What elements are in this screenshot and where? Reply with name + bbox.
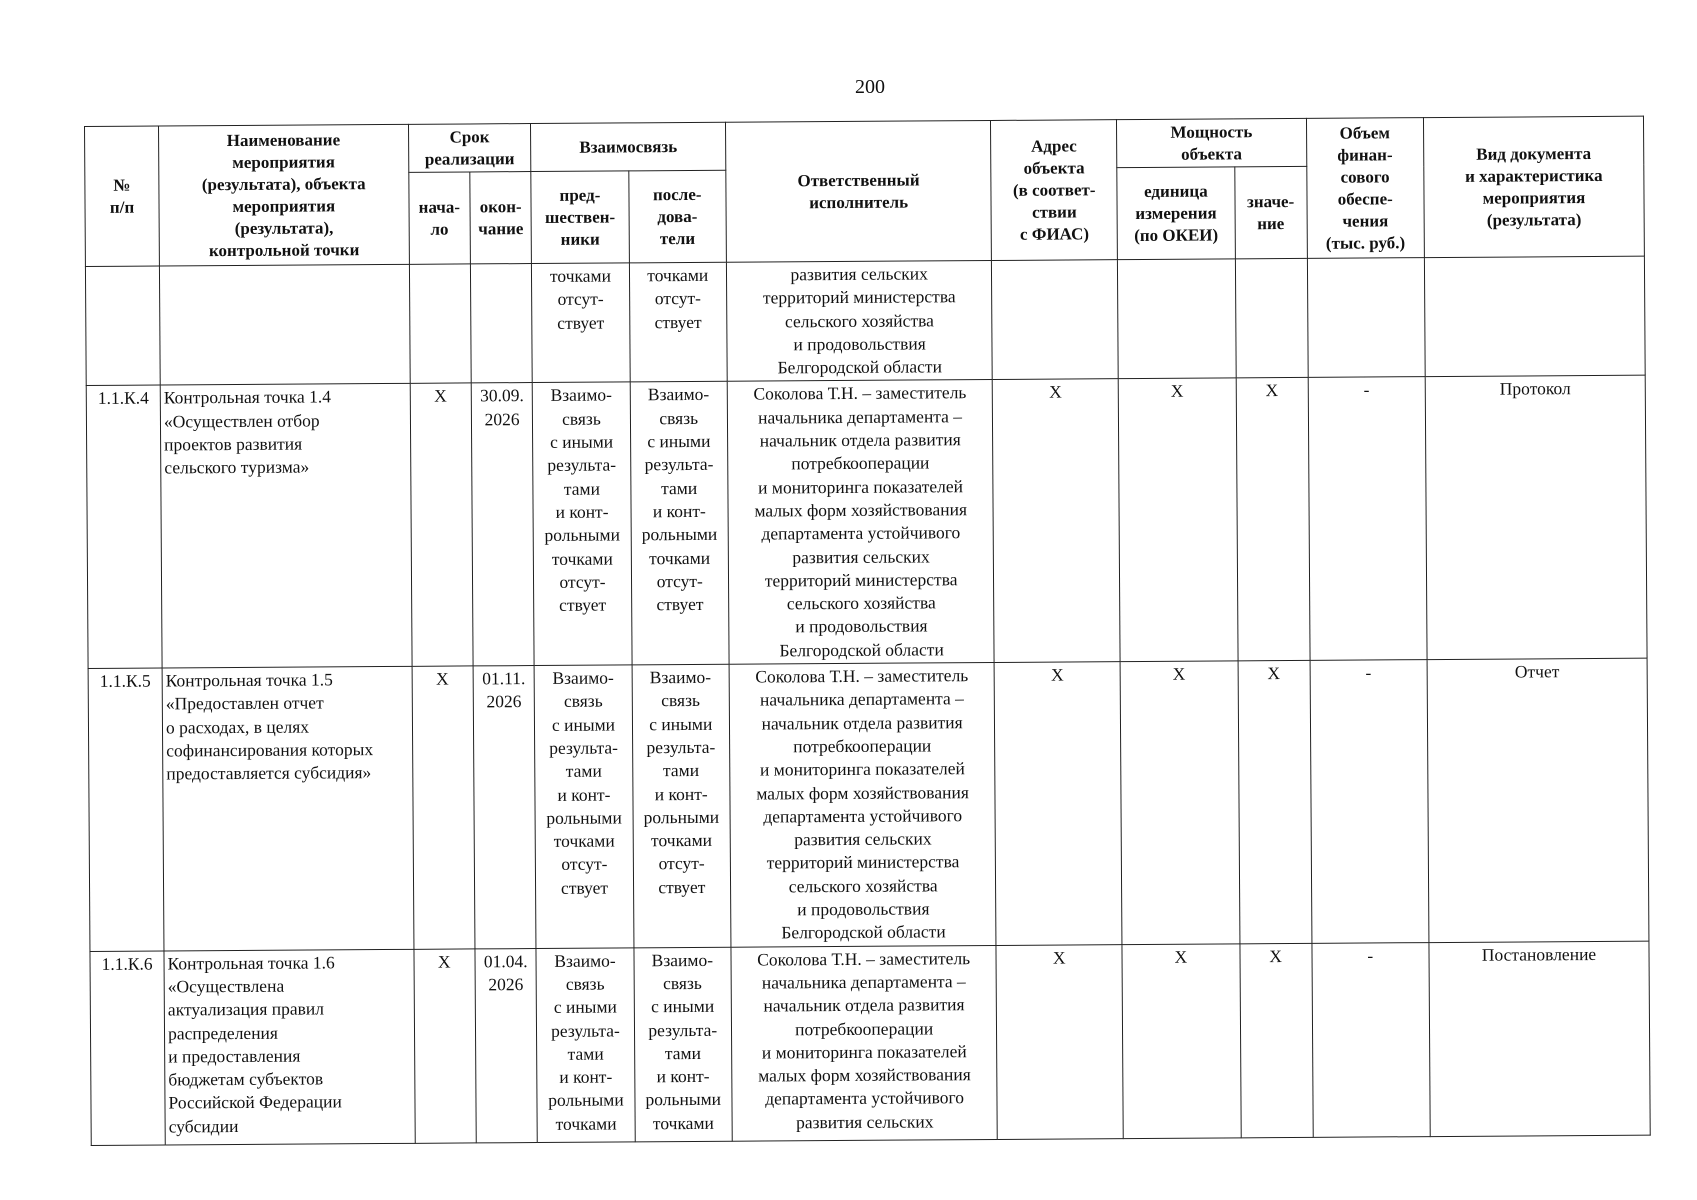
row-start [409, 264, 471, 384]
row-doc-type: Постановление [1429, 941, 1650, 1136]
header-responsible: Ответственный исполнитель [725, 120, 991, 262]
header-relation: Взаимосвязь [531, 122, 726, 171]
row-successors: Взаимо- связь с иными результа- тами и конт- рольными точками отсут- ствует [632, 664, 731, 947]
row-funding: - [1308, 377, 1427, 660]
row-unit [1118, 259, 1236, 379]
header-term: Срок реализации [408, 124, 531, 173]
row-successors: Взаимо- связь с иными результа- тами и конт- рольными точками [634, 947, 733, 1142]
row-address: X [994, 662, 1122, 945]
row-num: 1.1.К.5 [88, 668, 164, 951]
row-responsible: Соколова Т.Н. – заместитель начальника департамента – начальник отдела развития потребкооперации и мониторинга показателей малых форм хозяйствования департамента устойчивого развития сельских территорий министерства сельского хозяйства и продовольствия Белгородской области [729, 663, 996, 947]
row-end [470, 264, 532, 384]
header-unit: единица измерения (по ОКЕИ) [1117, 167, 1235, 260]
header-capacity: Мощность объекта [1117, 118, 1307, 167]
header-address: Адрес объекта (в соответ- ствии с ФИАС) [991, 120, 1118, 261]
row-start: X [412, 666, 475, 949]
row-predecessors: Взаимо- связь с иными результа- тами и конт- рольными точками отсут- ствует [533, 382, 632, 665]
row-predecessors: Взаимо- связь с иными результа- тами и конт- рольными точками [536, 947, 635, 1142]
row-value [1235, 258, 1308, 378]
header-value: значе- ние [1234, 166, 1307, 258]
row-num [85, 266, 160, 386]
row-name: Контрольная точка 1.4 «Осуществлен отбор проектов развития сельского туризма» [160, 384, 411, 668]
table-row [88, 658, 1649, 951]
row-name: Контрольная точка 1.6 «Осуществлена актуализация правил распределения и предоставления бюджетам субъектов Российской Федерации субсидии [164, 949, 415, 1145]
header-term-end: окон- чание [470, 172, 532, 264]
row-end: 01.04. 2026 [475, 948, 538, 1142]
row-num: 1.1.К.4 [86, 385, 162, 668]
row-unit: X [1118, 378, 1237, 661]
row-start: X [410, 383, 473, 666]
row-successors: точками отсут- ствует [629, 262, 727, 382]
header-name: Наименование мероприятия (результата), объекта мероприятия (результата), контрольной точки [159, 124, 410, 266]
header-doc-type: Вид документа и характеристика мероприятия (результата) [1423, 116, 1644, 257]
row-end: 01.11. 2026 [473, 666, 536, 949]
row-funding [1307, 258, 1425, 378]
row-responsible: Соколова Т.Н. – заместитель начальника департамента – начальник отдела развития потребкооперации и мониторинга показателей малых форм хозяйствования департамента устойчивого развития сельских [731, 945, 998, 1141]
row-doc-type: Отчет [1427, 658, 1649, 942]
row-start: X [414, 949, 477, 1143]
row-funding: - [1311, 942, 1430, 1137]
measures-table [84, 116, 1651, 1146]
header-funding: Объем финан- сового обеспе- чения (тыс. руб.) [1306, 118, 1424, 259]
table-row [86, 376, 1647, 669]
header-term-start: нача- ло [408, 172, 470, 264]
header-successors: после- дова- тели [628, 170, 726, 263]
row-num: 1.1.К.6 [90, 951, 165, 1145]
row-end: 30.09. 2026 [471, 383, 534, 666]
row-unit: X [1122, 943, 1241, 1138]
table-row [90, 941, 1650, 1145]
row-predecessors: Взаимо- связь с иными результа- тами и конт- рольными точками отсут- ствует [534, 665, 633, 948]
row-address: X [993, 379, 1121, 662]
row-value: X [1236, 378, 1310, 661]
row-predecessors: точками отсут- ствует [532, 263, 630, 383]
row-responsible: развития сельских территорий министерства сельского хозяйства и продовольствия Белгородской области [726, 260, 992, 381]
header-predecessors: пред- шествен- ники [531, 171, 629, 264]
page-number: 200 [855, 76, 885, 98]
row-name [159, 264, 409, 385]
row-successors: Взаимо- связь с иными результа- тами и конт- рольными точками отсут- ствует [630, 382, 729, 665]
row-address: X [996, 944, 1123, 1139]
row-value: X [1238, 660, 1312, 943]
header-num: № п/п [85, 126, 160, 266]
row-value: X [1240, 943, 1313, 1137]
row-address [992, 260, 1119, 380]
row-funding: - [1310, 660, 1429, 943]
row-doc-type: Протокол [1425, 376, 1647, 660]
header-row-1 [85, 116, 1644, 174]
row-responsible: Соколова Т.Н. – заместитель начальника департамента – начальник отдела развития потребкооперации и мониторинга показателей малых форм хозяйствования департамента устойчивого развития сельских территорий министерства сельского хозяйства и продовольствия Белгородской области [727, 380, 994, 664]
row-unit: X [1120, 661, 1239, 944]
table-row [85, 256, 1645, 386]
row-doc-type [1424, 256, 1645, 377]
row-name: Контрольная точка 1.5 «Предоставлен отчет о расходах, в целях софинансирования которых предоставляется субсидия» [162, 666, 413, 950]
